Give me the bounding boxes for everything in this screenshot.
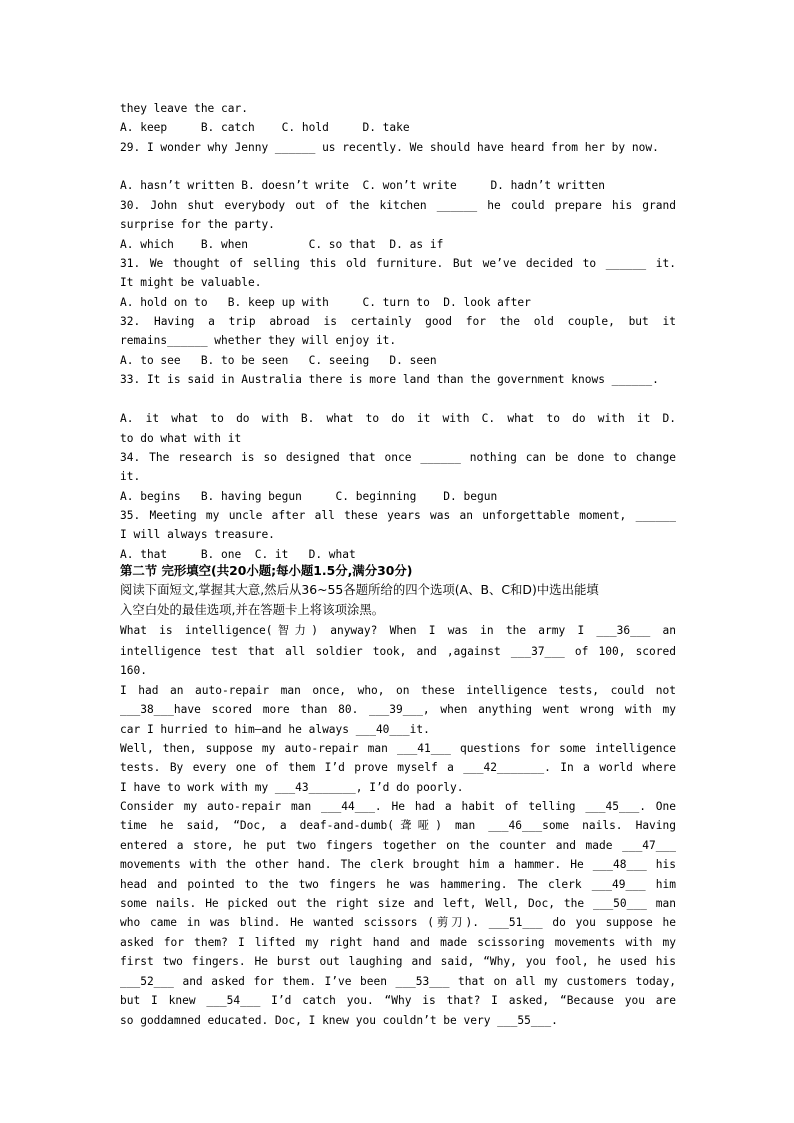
question-29: 29. I wonder why Jenny ______ us recently. We should have heard from her by now. <box>120 141 659 154</box>
instructions-line-1: 阅读下面短文,掌握其大意,然后从36~55各题所给的四个选项(A、B、C和D)中选出能填 <box>120 582 599 597</box>
question-32-line-2: remains______ whether they will enjoy it. <box>120 334 397 347</box>
passage-line: What is intelligence(智力) anyway? When I was in the army I ___36___ an <box>120 624 676 637</box>
passage-line: but I knew ___54___ I’d catch you. “Why is that? I asked, “Because you are <box>120 994 676 1007</box>
question-33-options-line-2: to do what with it <box>120 432 242 445</box>
question-35-line-1: 35. Meeting my uncle after all these years was an unforgettable moment, ______ <box>120 509 676 522</box>
question-32-options: A. to see B. to be seen C. seeing D. seen <box>120 354 437 367</box>
question-30-line-2: surprise for the party. <box>120 218 275 231</box>
passage-line: so goddamned educated. Doc, I knew you couldn’t be very ___55___. <box>120 1014 558 1027</box>
passage-line: some nails. He picked out the right size and left, Well, Doc, the ___50___ man <box>120 897 676 910</box>
passage-line: Well, then, suppose my auto-repair man ___41___ questions for some intelligence <box>120 742 676 755</box>
question-31-options: A. hold on to B. keep up with C. turn to D. look after <box>120 296 531 309</box>
passage-line: head and pointed to the two fingers he was hammering. The clerk ___49___ him <box>120 878 676 891</box>
passage-line: I had an auto-repair man once, who, on these intelligence tests, could not <box>120 684 676 697</box>
question-34-line-1: 34. The research is so designed that once ______ nothing can be done to change <box>120 451 676 464</box>
question-28-options: A. keep B. catch C. hold D. take <box>120 121 410 134</box>
passage-line: movements with the other hand. The clerk brought him a hammer. He ___48___ his <box>120 858 676 871</box>
passage-line: car I hurried to him—and he always ___40___it. <box>120 723 430 736</box>
passage-line: 160. <box>120 664 147 677</box>
passage-line: asked for them? I lifted my right hand and made scissoring movements with my <box>120 936 676 949</box>
passage-line: ___38___have scored more than 80. ___39___, when anything went wrong with my <box>120 703 676 716</box>
instructions-line-2: 入空白处的最佳选项,并在答题卡上将该项涂黑。 <box>120 602 385 617</box>
question-30-options: A. which B. when C. so that D. as if <box>120 238 444 251</box>
question-31-line-1: 31. We thought of selling this old furniture. But we’ve decided to ______ it. <box>120 257 676 270</box>
question-29-options: A. hasn’t written B. doesn’t write C. won’t write D. hadn’t written <box>120 179 605 192</box>
passage-line: time he said, “Doc, a deaf-and-dumb(聋哑) man ___46___some nails. Having <box>120 819 676 832</box>
question-34-options: A. begins B. having begun C. beginning D. begun <box>120 490 498 503</box>
question-32-line-1: 32. Having a trip abroad is certainly good for the old couple, but it <box>120 315 676 328</box>
question-28-tail: they leave the car. <box>120 102 248 115</box>
passage-line: intelligence test that all soldier took, and ,against ___37___ of 100, scored <box>120 645 676 658</box>
question-33-options-line-1: A. it what to do with B. what to do it with C. what to do with it D. <box>120 412 676 425</box>
question-34-line-2: it. <box>120 470 141 483</box>
passage-line: ___52___ and asked for them. I’ve been ___53___ that on all my customers today, <box>120 975 676 988</box>
passage-line: Consider my auto-repair man ___44___. He had a habit of telling ___45___. One <box>120 800 676 813</box>
section-heading: 第二节 完形填空(共20小题;每小题1.5分,满分30分) <box>120 563 413 578</box>
question-35-line-2: I will always treasure. <box>120 528 275 541</box>
passage-line: who came in was blind. He wanted scissors (剪刀). ___51___ do you suppose he <box>120 916 676 929</box>
passage-line: entered a store, he put two fingers together on the counter and made ___47___ <box>120 839 676 852</box>
question-31-line-2: It might be valuable. <box>120 276 262 289</box>
passage-line: tests. By every one of them I’d prove myself a ___42_______. In a world where <box>120 761 676 774</box>
question-35-options: A. that B. one C. it D. what <box>120 548 356 561</box>
passage-line: I have to work with my ___43_______, I’d do poorly. <box>120 781 464 794</box>
question-33: 33. It is said in Australia there is more land than the government knows ______. <box>120 373 659 386</box>
question-30-line-1: 30. John shut everybody out of the kitchen ______ he could prepare his grand <box>120 199 676 212</box>
passage-line: first two fingers. He burst out laughing and said, “Why, you fool, he used his <box>120 955 676 968</box>
